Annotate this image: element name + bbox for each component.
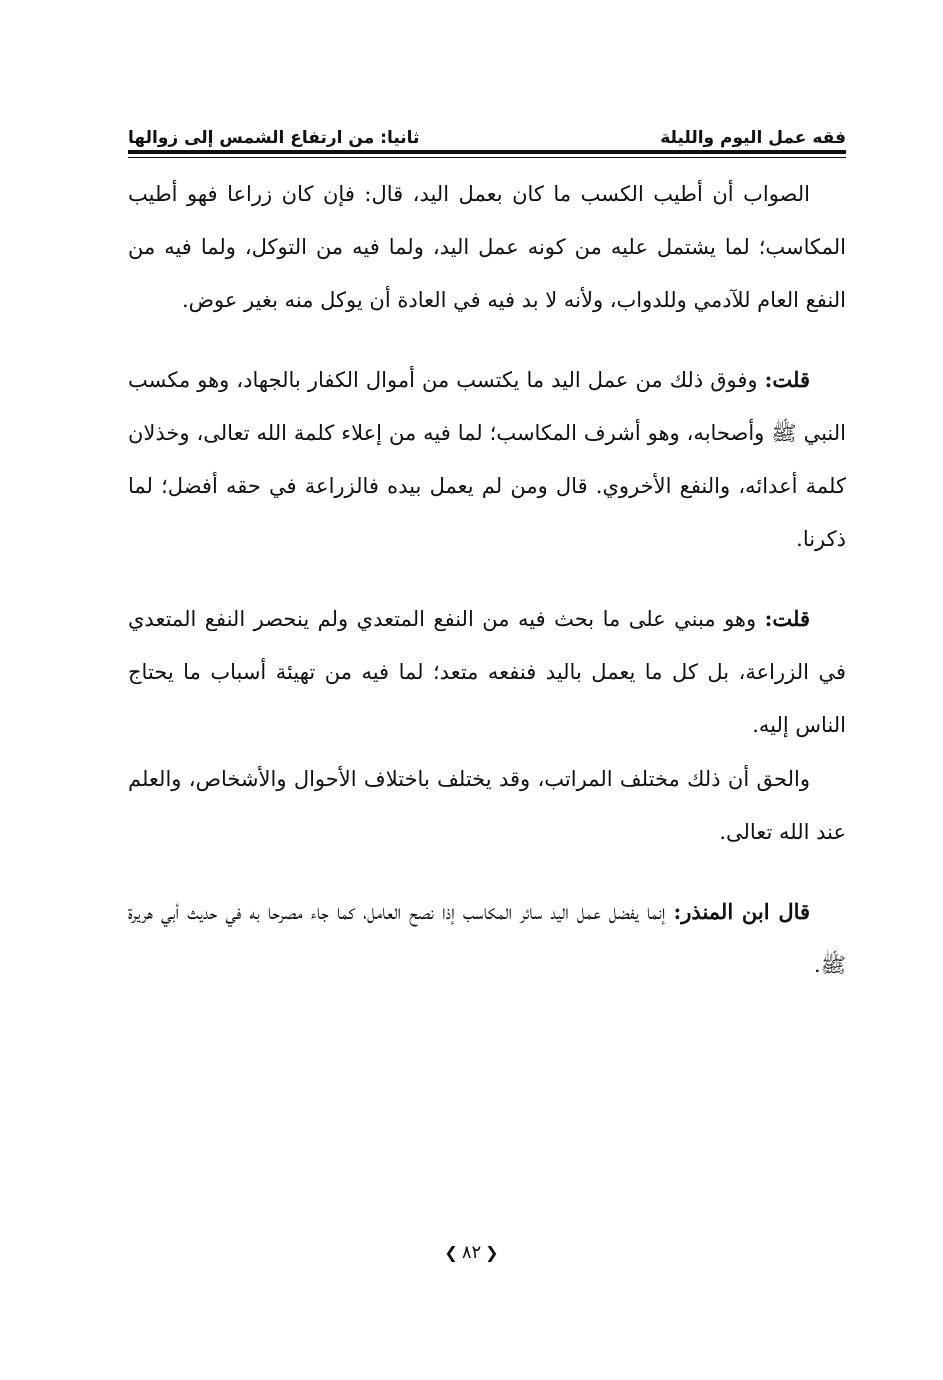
page-number-footer — [0, 1242, 943, 1272]
paragraph-text: الصواب أن أطيب الكسب ما كان بعمل اليد، قال: فإن كان زراعا فهو أطيب المكاسب؛ لما يشتمل عليه من كونه عمل اليد، ولما فيه من التوكل، ولما فيه من النفع العام للآدمي وللدواب، ولأنه لا بد فيه في العادة أن يوكل منه بغير عوض. — [128, 182, 846, 312]
header-rule-thin — [128, 157, 846, 158]
paragraph — [128, 353, 846, 566]
ornament-right-icon: ❮ — [485, 1243, 499, 1262]
paragraph — [128, 885, 846, 992]
running-header — [128, 118, 846, 148]
paragraph-lead: قلت: — [764, 606, 810, 631]
section-title: ثانيا: من ارتفاع الشمس إلى زوالها — [128, 128, 420, 148]
paragraph — [128, 752, 846, 859]
paragraph-text: إنما يفضل عمل اليد سائر المكاسب إذا نصح العامل، كما جاء مصرحا به في حديث أبي هريرة ﷺ. — [128, 900, 846, 977]
book-title: فقه عمل اليوم والليلة — [660, 128, 846, 148]
body-text — [128, 168, 846, 992]
paragraph — [128, 592, 846, 752]
header-rule-thick — [128, 150, 846, 154]
paragraph-lead: قلت: — [764, 367, 810, 392]
paragraph-lead: قال ابن المنذر: — [673, 899, 811, 924]
paragraph-text: والحق أن ذلك مختلف المراتب، وقد يختلف باختلاف الأحوال والأشخاص، والعلم عند الله تعالى. — [128, 767, 846, 844]
paragraph — [128, 168, 846, 327]
paragraph-text: وهو مبني على ما بحث فيه من النفع المتعدي ولم ينحصر النفع المتعدي في الزراعة، بل كل ما يعمل باليد فنفعه متعد؛ لما فيه من تهيئة أسباب ما يحتاج الناس إليه. — [128, 607, 846, 737]
paragraph-text: وفوق ذلك من عمل اليد ما يكتسب من أموال الكفار بالجهاد، وهو مكسب النبي ﷺ وأصحابه، وهو أشرف المكاسب؛ لما فيه من إعلاء كلمة الله تعالى، وخذلان كلمة أعدائه، والنفع الأخروي. قال ومن لم يعمل بيده فالزراعة في حقه أفضل؛ لما ذكرنا. — [128, 368, 846, 551]
page-number: ٨٢ — [461, 1242, 482, 1263]
ornament-left-icon: ❯ — [444, 1243, 458, 1262]
